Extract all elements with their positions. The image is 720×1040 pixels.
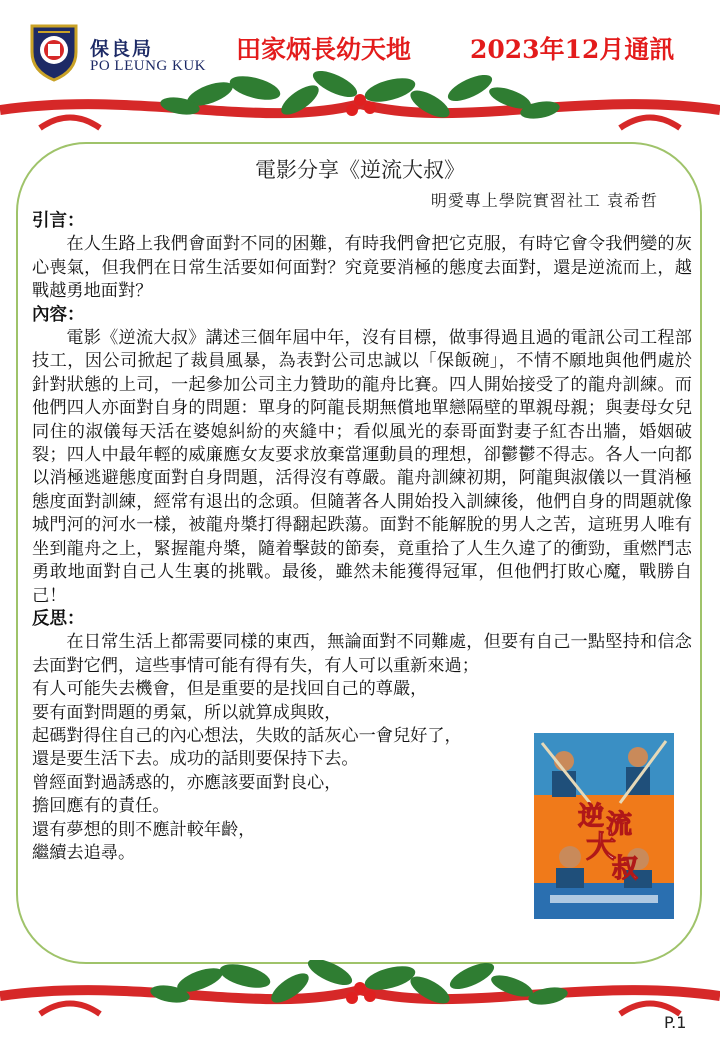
poster-title-char: 逆 [578, 802, 605, 832]
poster-title-char: 大 [586, 830, 616, 865]
reflection-line: 還是要生活下去。成功的話則要保持下去。 [32, 749, 359, 770]
poster-title-char: 流 [606, 810, 633, 840]
reflection-lines [32, 678, 532, 865]
reflection-line: 繼續去追尋。 [32, 842, 136, 863]
reflection-line: 曾經面對過誘惑的，亦應該要面對良心， [32, 772, 342, 793]
intro-heading: 引言： [32, 211, 85, 231]
poster-title-char: 叔 [612, 854, 639, 884]
content-heading: 內容： [32, 304, 85, 325]
article-title: 電影分享《逆流大叔》 [255, 158, 465, 182]
article-author: 明愛專上學院實習社工 袁希哲 [430, 191, 658, 210]
intro-paragraph: 在人生路上我們會面對不同的困難，有時我們會把它克服，有時它會令我們變的灰心喪氣，但我們在日常生活要如何面對？究竟要消極的態度去面對，還是逆流而上，越戰越勇地面對？ [32, 234, 692, 302]
reflection-heading: 反思： [32, 608, 85, 629]
page-number: P.1 [664, 1013, 687, 1032]
reflection-line: 起碼對得住自己的內心想法，失敗的話灰心一會兒好了， [32, 725, 462, 746]
holly-garland-top-decoration [0, 70, 720, 142]
reflection-line: 擔回應有的責任。 [32, 796, 170, 817]
org-name-en: PO LEUNG KUK [90, 58, 206, 74]
reflection-intro: 在日常生活上都需要同樣的東西，無論面對不同難處，但要有自己一點堅持和信念去面對它們，這些事情可能有得有失，有人可以重新來過； [32, 632, 692, 676]
org-name-zh: 保良局 [90, 38, 154, 60]
reflection-line: 有人可能失去機會，但是重要的是找回自己的尊嚴， [32, 679, 428, 700]
holly-garland-bottom-decoration [0, 960, 720, 1034]
reflection-line: 還有夢想的則不應計較年齡， [32, 819, 256, 840]
newsletter-title: 田家炳長幼天地 [236, 35, 412, 64]
reflection-line: 要有面對問題的勇氣，所以就算成與敗， [32, 702, 342, 723]
content-paragraph: 電影《逆流大叔》講述三個年屆中年，沒有目標，做事得過且過的電訊公司工程部技工，因公司掀起了裁員風暴，為表對公司忠誠以「保飯碗」，不情不願地與他們處於針對狀態的上司，一起參加公司主力贊助的龍舟比賽。四人開始接受了的龍舟訓練。而他們四人亦面對自身的問題：單身的阿龍長期無償地單戀隔壁的單親母親；與妻母女兒同住的淑儀每天活在婆媳糾紛的夾縫中；看似風光的泰哥面對妻子紅杏出牆，婚姻破裂；四人中最年輕的威廉應女友要求放棄當運動員的理想，卻鬱鬱不得志。各人一向都以消極逃避態度面對自身問題，活得沒有尊嚴。龍舟訓練初期，阿龍與淑儀以一貫消極態度面對訓練，經常有退出的念頭。但隨著各人開始投入訓練後，他們自身的問題就像城門河的河水一樣，被龍舟槳打得翻起跌蕩。面對不能解脫的男人之苦，這班男人唯有坐到龍舟之上，緊握龍舟槳，隨着擊鼓的節奏，竟重拾了人生久違了的衝勁，重燃鬥志勇敢地面對自己人生裏的挑戰。最後，雖然未能獲得冠軍，但他們打敗心魔，戰勝自己！ [32, 328, 692, 606]
movie-poster-image [534, 733, 674, 919]
newsletter-date: 2023年12月通訊 [470, 35, 675, 64]
